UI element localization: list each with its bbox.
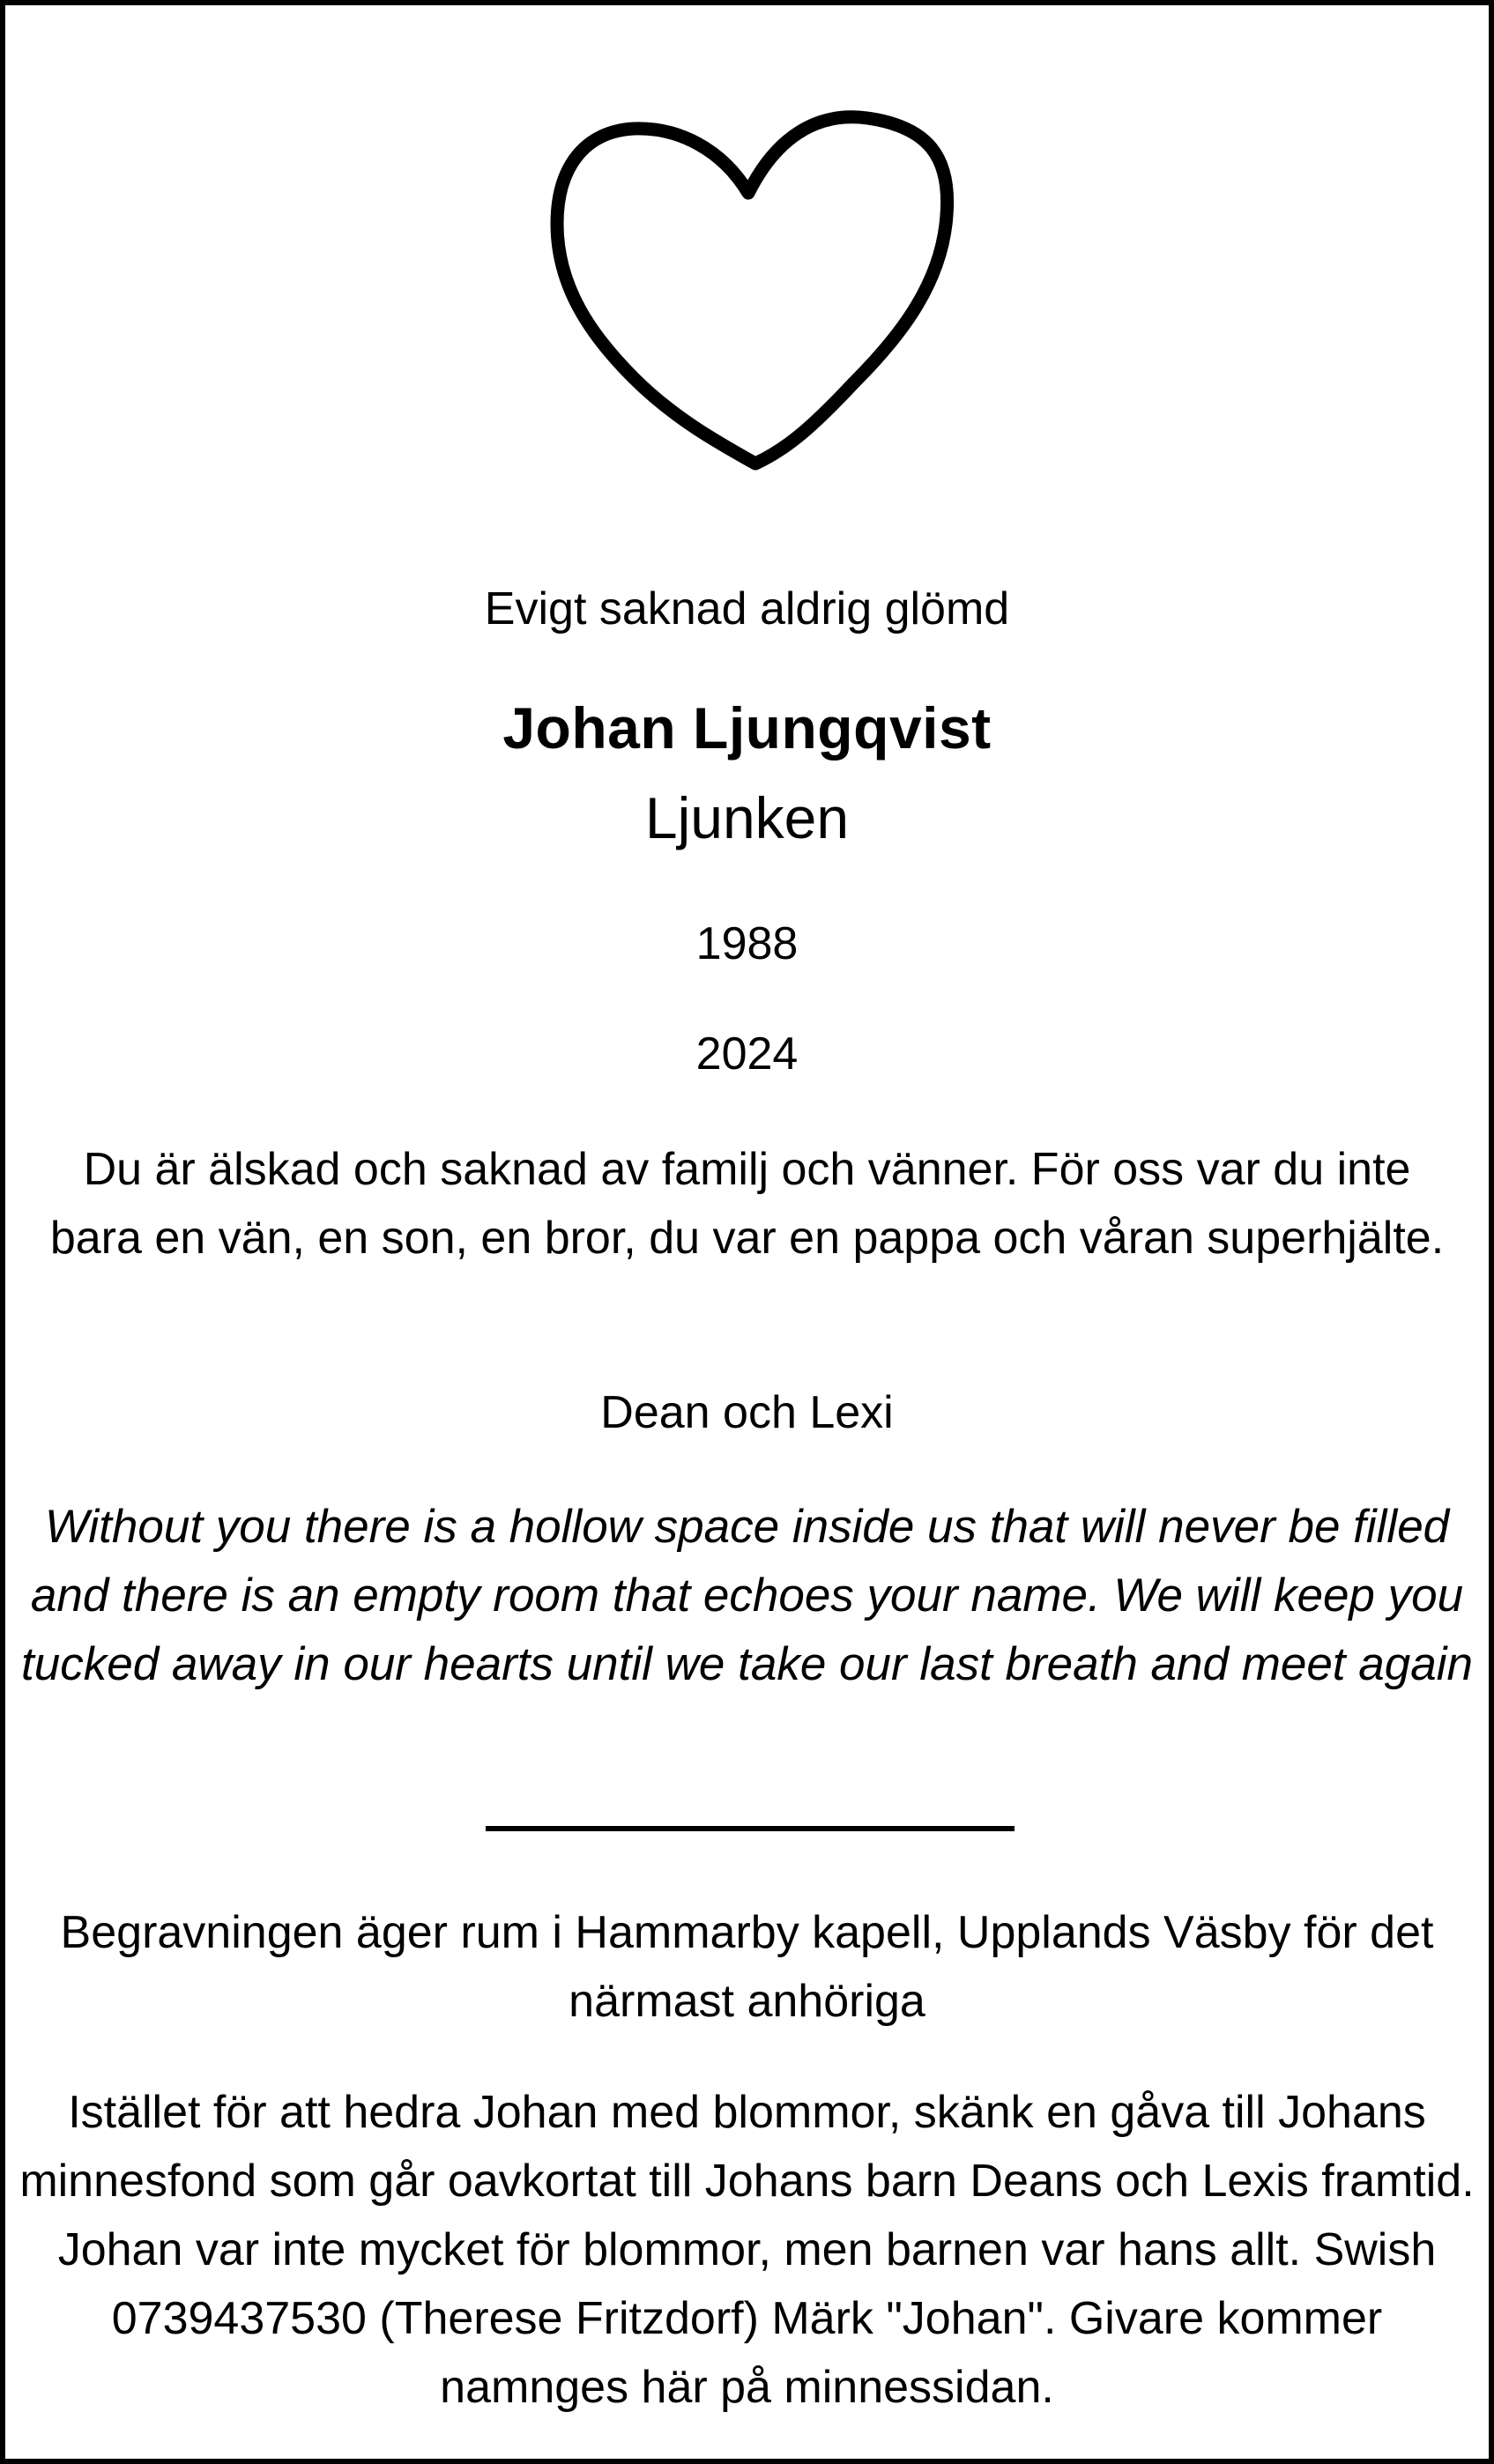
- heart-outline-icon: [550, 109, 964, 479]
- birth-year: 1988: [695, 918, 799, 969]
- funeral-info: Begravningen äger rum i Hammarby kapell, Upplands Väsby för det närmast anhöriga: [60, 1907, 1434, 2027]
- poem-text: Without you there is a hollow space inside us that will never be filled and there is an empty room that echoes your name. We will keep you tucked away in our hearts until we take our last breath and meet again: [21, 1501, 1473, 1690]
- intro-text: Evigt saknad aldrig glömd: [484, 583, 1010, 635]
- deceased-nickname: Ljunken: [644, 785, 850, 850]
- donation-info: Istället för att hedra Johan med blommor, skänk en gåva till Johans minnesfond som går oavkortat till Johans barn Deans och Lexis framtid. Johan var inte mycket för blommor, men barnen var hans allt. Swish 0739437530 (Therese Fritzdorf) Märk "Johan". Givare kommer namnges här på minnessidan.: [19, 2087, 1475, 2413]
- death-year: 2024: [695, 1028, 799, 1080]
- deceased-name: Johan Ljungqvist: [502, 695, 992, 761]
- signature: Dean och Lexi: [600, 1387, 894, 1438]
- memorial-message: Du är älskad och saknad av familj och vänner. För oss var du inte bara en vän, en son, en bror, du var en pappa och våran superhjälte.: [49, 1144, 1445, 1264]
- divider-line: [486, 1826, 1015, 1831]
